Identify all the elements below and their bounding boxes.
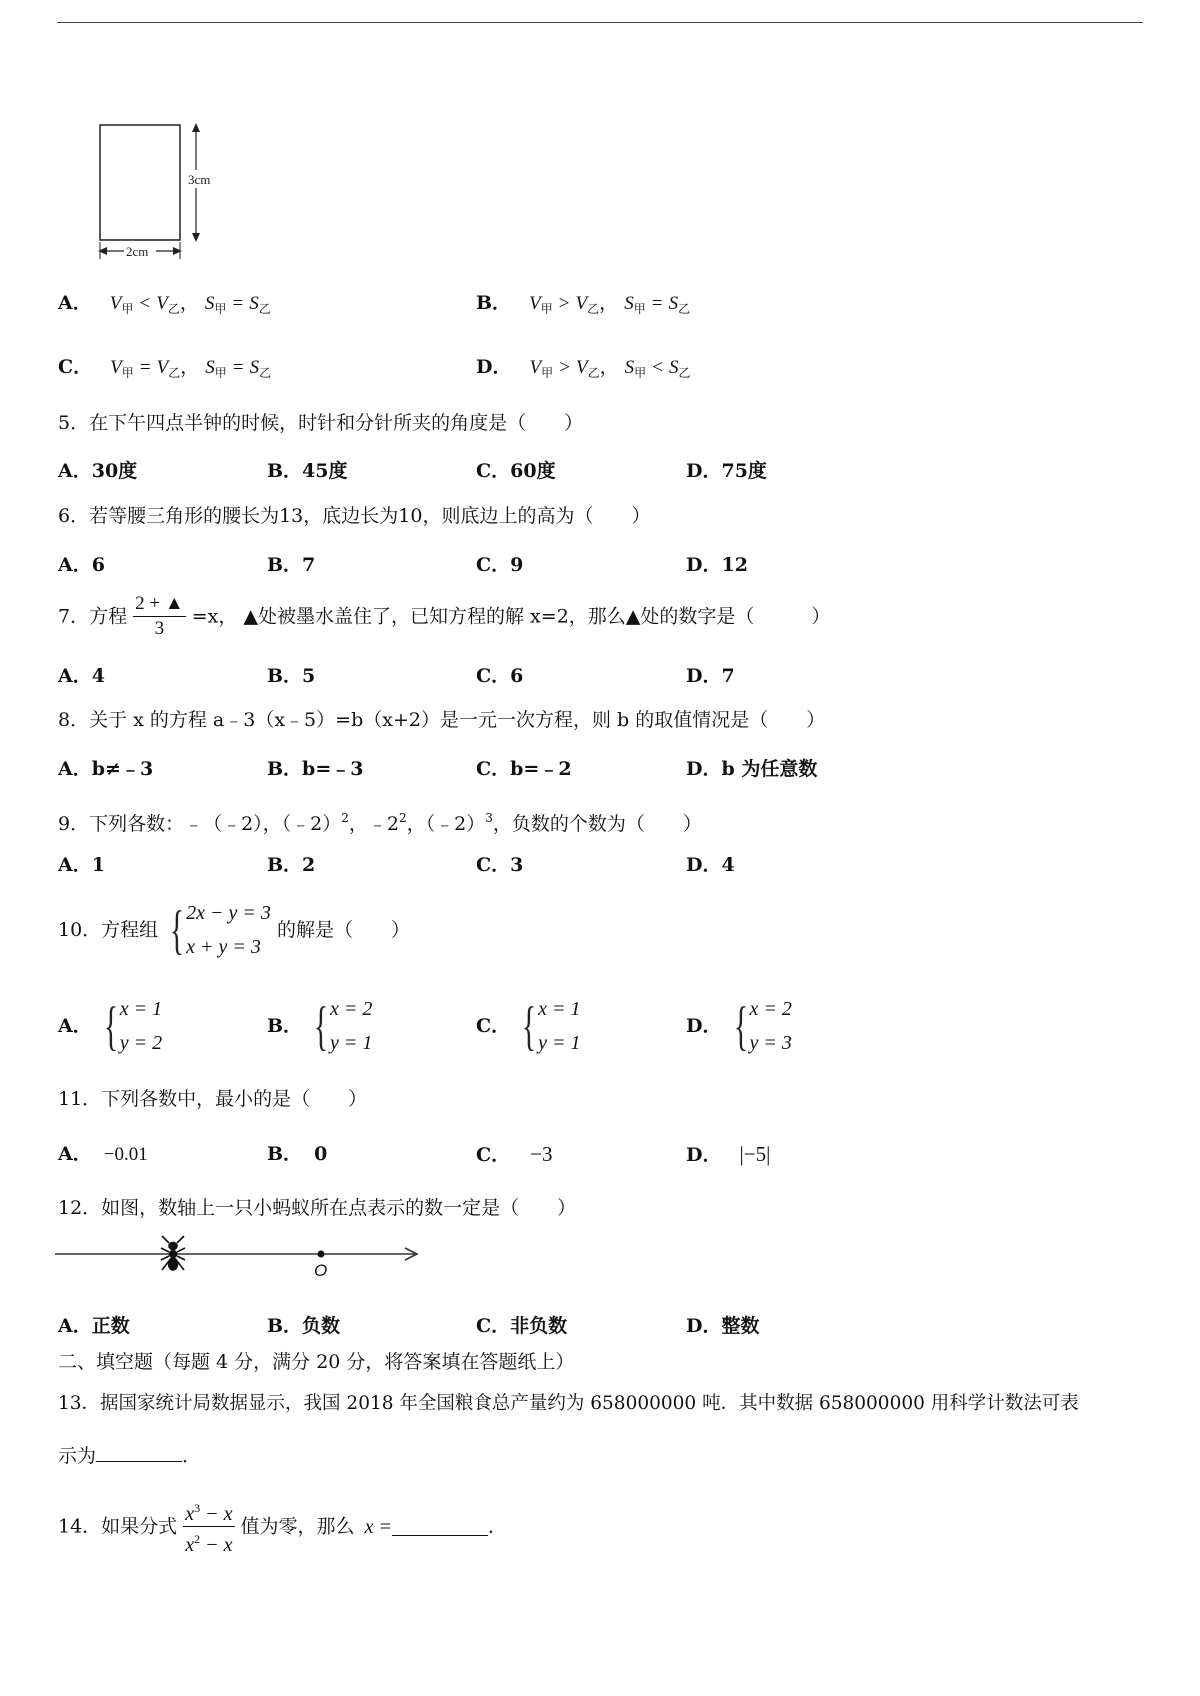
var-v: V [110,357,122,378]
system-line: y = 3 [749,1032,792,1054]
arrow-up-icon [192,123,200,132]
q6-option-c[interactable]: C．9 [476,554,524,576]
sub-yi: 乙 [587,366,600,380]
exponent: 3 [194,1501,201,1515]
denominator-rest: − x [200,1534,233,1556]
q7-prefix: 7．方程 [58,605,128,628]
sub-yi: 乙 [168,366,181,380]
var-v: V [529,357,542,378]
sub-jia: 甲 [634,366,647,380]
q12-option-c[interactable]: C．非负数 [476,1315,568,1337]
q7-rest: ▲处被墨水盖住了，已知方程的解 x=2，那么▲处的数字是（ ） [243,605,831,628]
q13-line1: 13．据国家统计局数据显示，我国 2018 年全国粮食总产量约为 658000000 吨．其中数据 658000000 用科学计数法可表 [58,1393,1079,1414]
var-s: S [668,357,679,378]
comma: ， [599,292,619,314]
system-line: y = 2 [119,1032,163,1054]
rectangle-figure [95,118,235,268]
q10-option-d[interactable] [686,992,792,1060]
option-label: B． [476,292,512,314]
var-s: S [204,293,215,314]
option-label: D． [686,1144,722,1166]
q11-option-c[interactable] [476,1142,553,1167]
q14-var: x = [364,1515,392,1538]
system-line: x = 1 [538,998,581,1020]
sub-yi: 乙 [167,302,180,316]
var-v: V [109,293,122,314]
q9-part: ，﹣2 [348,813,400,835]
comma: ， [599,356,619,378]
q10-option-a[interactable] [58,992,162,1060]
var-s: S [205,357,215,378]
q12-option-a[interactable]: A．正数 [58,1315,130,1337]
var-s: S [624,293,634,314]
var-s: S [249,357,260,378]
option-label: C． [476,1015,511,1037]
left-brace-icon: { [522,996,537,1056]
q9-option-d[interactable]: D．4 [686,854,735,876]
var-x: x [185,1503,195,1525]
arrow-right-icon [173,247,182,255]
exponent: 2 [194,1532,201,1546]
q5-option-b[interactable]: B．45度 [267,460,348,482]
left-brace-icon: { [313,996,329,1056]
option-value: −0.01 [103,1144,148,1165]
sub-yi: 乙 [258,302,271,316]
var-s: S [249,293,259,314]
answer-blank[interactable] [392,1517,488,1536]
left-brace-icon: { [733,996,748,1056]
var-v: V [575,357,588,378]
option-label: D． [686,1015,722,1037]
equation-line: 2x − y = 3 [186,902,271,924]
q9-part: ，负数的个数为（ ） [492,813,702,835]
q9-option-b[interactable]: B．2 [267,854,316,876]
var-s: S [624,357,635,378]
option-label: B． [267,1143,303,1165]
q13-line2 [58,1443,201,1468]
option-value: 0 [314,1143,328,1165]
q9-exponent: 3 [485,811,493,825]
q9-stem [58,806,702,836]
system-line: x = 1 [119,998,163,1020]
equation-line: x + y = 3 [186,936,261,958]
header-rule [57,22,1143,23]
option-system [728,992,792,1060]
answer-blank[interactable] [96,1443,182,1462]
q8-stem: 8．关于 x 的方程 a﹣3（x﹣5）=b（x+2）是一元一次方程，则 b 的取值情况是（ ） [58,709,826,731]
q6-option-b[interactable]: B．7 [267,554,316,576]
q4-option-b[interactable] [476,291,690,321]
q6-option-a[interactable]: A．6 [58,554,105,576]
height-label: 3cm [188,172,211,187]
q14-suffix: ． [487,1515,507,1538]
q8-option-a[interactable]: A．b≠﹣3 [58,758,154,780]
system-line: x = 2 [330,998,373,1020]
origin-label: O [314,1261,328,1280]
q11-option-a[interactable] [58,1142,148,1167]
q13-prefix: 示为 [58,1445,97,1467]
system-line: y = 1 [330,1032,373,1054]
q9-part: ，（﹣2） [406,813,486,835]
q8-option-b[interactable]: B．b=﹣3 [267,758,364,780]
rectangle-shape [100,125,180,240]
q9-exponent: 2 [399,811,407,825]
sub-jia: 甲 [121,366,134,380]
option-label: C． [58,356,93,378]
relation: < [652,357,663,378]
q9-option-c[interactable]: C．3 [476,854,524,876]
q11-stem: 11．下列各数中，最小的是（ ） [58,1088,368,1110]
q5-option-d[interactable]: D．75度 [686,460,767,482]
var-v: V [156,293,168,314]
q7-option-a[interactable]: A．4 [58,665,105,687]
relation: < [139,293,151,314]
sub-jia: 甲 [541,366,554,380]
var-v: V [529,293,541,314]
q4-option-d[interactable] [476,355,691,385]
sub-jia: 甲 [633,302,646,316]
q14-fraction [183,1496,234,1557]
comma: ， [179,292,199,314]
q6-stem: 6．若等腰三角形的腰长为13，底边长为10，则底边上的高为（ ） [58,505,651,527]
q11-option-b[interactable] [267,1142,327,1166]
q4-option-c[interactable] [58,355,271,385]
q5-option-c[interactable]: C．60度 [476,460,556,482]
q8-option-c[interactable]: C．b=﹣2 [476,758,572,780]
fraction-denominator [183,1527,234,1557]
q10-stem [58,896,410,964]
q5-option-a[interactable]: A．30度 [58,460,138,482]
q14-stem [58,1496,507,1557]
relation: > [559,357,570,378]
arrow-left-icon [98,247,107,255]
left-brace-icon: { [170,900,185,960]
q7-option-d[interactable]: D．7 [686,665,735,687]
q8-option-d[interactable]: D．b 为任意数 [686,758,818,780]
q12-option-d[interactable]: D．整数 [686,1315,760,1337]
q11-option-d[interactable] [686,1142,770,1167]
q13-suffix: ． [182,1445,202,1467]
relation: > [558,293,570,314]
sub-jia: 甲 [121,302,134,316]
sub-jia: 甲 [214,302,227,316]
q4-option-a[interactable] [58,291,271,321]
system-line: x = 2 [749,998,792,1020]
ant-icon [161,1236,185,1270]
sub-yi: 乙 [259,366,272,380]
q14-prefix: 14．如果分式 [58,1515,178,1538]
var-v: V [156,357,169,378]
q9-option-a[interactable]: A．1 [58,854,105,876]
q12-stem: 12．如图，数轴上一只小蚂蚁所在点表示的数一定是（ ） [58,1197,577,1219]
option-system [98,992,162,1060]
sub-jia: 甲 [214,366,227,380]
relation: = [139,357,151,378]
option-label: A． [58,1015,92,1037]
q7-stem [58,592,830,641]
sub-yi: 乙 [678,366,691,380]
section-heading: 二、填空题（每题 4 分，满分 20 分，将答案填在答题纸上） [58,1351,575,1373]
option-value: |−5| [739,1142,771,1166]
width-label: 2cm [126,244,149,259]
q12-option-b[interactable]: B．负数 [267,1315,341,1337]
q10-prefix: 10．方程组 [58,919,159,941]
option-label: C． [476,1144,511,1166]
numerator-rest: − x [200,1503,233,1525]
var-s: S [668,293,679,314]
option-label: B． [267,1015,303,1037]
left-brace-icon: { [103,996,118,1056]
number-line-figure [55,1232,430,1282]
sub-yi: 乙 [678,302,691,316]
q14-mid: 值为零，那么 [240,1515,355,1538]
q7-eq-x: =x， [191,605,238,628]
q7-option-c[interactable]: C．6 [476,665,524,687]
q10-option-c[interactable] [476,992,580,1060]
q10-suffix: 的解是（ ） [276,919,410,941]
relation: = [232,293,244,314]
q5-stem: 5．在下午四点半钟的时候，时针和分针所夹的角度是（ ） [58,412,584,434]
fraction-numerator [183,1496,234,1527]
option-system [516,992,580,1060]
equation-system [164,896,271,964]
option-label: A． [58,292,92,314]
arrow-down-icon [192,233,200,242]
option-value: −3 [530,1142,553,1166]
option-label: D． [476,356,512,378]
q10-option-b[interactable] [267,992,372,1060]
fraction-numerator: 2 + ▲ [133,592,186,617]
q7-option-b[interactable]: B．5 [267,665,316,687]
fraction-denominator: 3 [154,618,165,639]
q7-fraction [133,592,186,641]
sub-yi: 乙 [587,302,600,316]
q6-option-d[interactable]: D．12 [686,554,748,576]
system-line: y = 1 [538,1032,581,1054]
comma: ， [180,356,200,378]
q9-exponent: 2 [341,811,349,825]
option-system [308,992,372,1060]
option-label: A． [58,1143,92,1165]
relation: = [232,357,244,378]
q9-part: 9．下列各数：﹣（﹣2），（﹣2） [58,813,342,835]
relation: = [651,293,663,314]
sub-jia: 甲 [540,302,553,316]
var-v: V [575,293,588,314]
origin-point [318,1251,325,1258]
var-x: x [185,1534,195,1556]
